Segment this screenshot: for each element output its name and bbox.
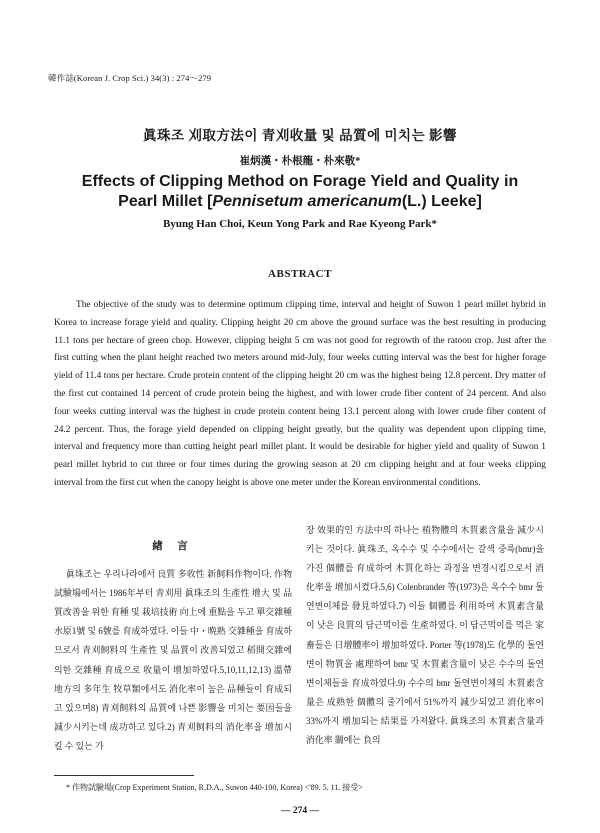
intro-right-text: 장 效果的인 方法中의 하나는 植物體의 木質素含量을 減少시키는 것이다. 眞珠조, 옥수수 및 수수에서는 갈색 중륵(bmr)을 가진 個體를 育成하여 木質化하는 과정을 변경시킴으로서 消化率을 增加시켰다.5,6) Colenbrander 等(1973)은 옥수수 bmr 돌연변이체를 發見하였다.7) 이들 個體를 利用하여 木質素含量이 낮은 良質의 담근먹이를 生產하였다. 이 담근먹이를 먹은 家畜들은 日增體率이 增加하였다. Porter 等(1978)도 化學的 돌연변이 物質을 處理하여 bmr 및 木質素含量이 낮은 수수의 돌연변이체들을 育成하였다.9) 수수의 bmr 돌연변이체의 木質素含量은 成熟한 個體의 줄기에서 51%까지 減少되었고 消化率이 33%까지 增加되는 結果를 가져왔다. 眞珠조의 木質素含量과 消化率 關에는 負의 [306,525,544,746]
intro-heading: 緖 言 [152,541,194,552]
title-english-line2-post: ] [476,193,482,210]
authors-korean: 崔炳漢・朴根龍・朴來敬* [239,156,361,167]
intro-right-column [306,521,544,750]
title-english-line1: Effects of Clipping Method on Forage Yield and Quality in [81,173,519,190]
intro-left-text: 眞珠조는 우리나라에서 良質 多收性 新飼料作物이다. 作物試驗場에서는 1986年부터 青刈用 眞珠조의 生產性 增大 및 品質改善을 위한 育種 및 栽培技術 向上에 重點을 두고 單交雜種 水原1號 및 6號를 育成하였다. 이들 中・晩熟 交雜種을 育成하므로서 青刈飼料의 生產性 및 品質이 改善되었고 稻開交雜에 의한 交雜種 育成으로 收量이 增加하였다.5,10,11,12,13) 溫帶地方의 多年生 牧草類에서도 消化率이 높은 品種들이 育成되고 있으며8) 青刈飼料의 品質에 나쁜 影響을 미치는 要因들을 減少시키는데 成功하고 있다.2) 青刈飼料의 消化率을 增加시킬 수 있는 가 [54,569,292,751]
title-english [36,172,564,212]
footnote-rule [54,775,194,776]
intro-left-column [54,521,292,756]
abstract-text: The objective of the study was to determine optimum clipping time, interval and height of Suwon 1 pearl millet hybrid in Korea to increase forage yield and quality. Clipping height 20 cm above the ground surface was the best resulting in producing 11.1 tons per hectare of green chop. However, clipping height 5 cm was not good for regrowth of the ratoon crop. Just after the first cutting when the plant height reached two meters around mid-July, four weeks cutting interval was the best for higher forage yield of 11.4 tons per hectare. Crude protein content of the clipping height 20 cm was the highest being 12.8 percent. Dry matter of the first cut contained 14 percent of crude protein being the highest, and with lower crude fiber content of 24 percent. And also four weeks cutting interval was the highest in crude protein content being 13.1 percent along with lower crude fiber content of 24.2 percent. Thus, the forage yield depended on clipping height greatly, but the quality was dependent upon clipping time, interval and frequency more than cutting height pearl millet plant. It would be desirable for higher yield and quality of Suwon 1 pearl millet hybrid to cut three or four times during the growing season at 20 cm clipping height and at four weeks clipping interval from the first cut when the canopy height is above one meter under the Korean environmental conditions. [54,300,546,488]
title-korean: 眞珠조 刈取方法이 青刈收量 및 品質에 미치는 影響 [142,128,458,143]
authors-english: Byung Han Choi, Keun Yong Park and Rae Kyeong Park* [162,218,438,230]
scientific-name: Pennisetum americanum [212,193,402,210]
page-number: — 274 — [281,806,319,816]
title-english-line2 [36,192,564,212]
journal-reference: 韓作誌(Korean J. Crop Sci.) 34(3) : 274～279 [48,73,212,83]
title-english-line2-pre: Pearl Millet [ [118,193,213,210]
title-english-line2-mid: (L.) Leeke [401,193,477,210]
abstract-heading: ABSTRACT [268,268,332,280]
footnote: * 作物試驗場(Crop Experiment Station, R.D.A., Suwon 440-100, Korea) <'89. 5. 11. 接受> [66,783,363,792]
